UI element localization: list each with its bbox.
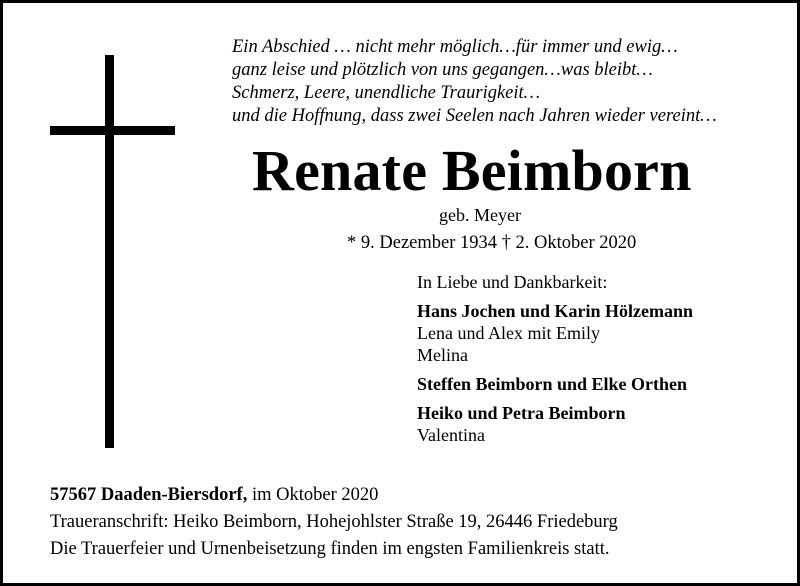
family-member: Lena und Alex mit Emily — [417, 323, 600, 343]
mourners-intro: In Liebe und Dankbarkeit: — [417, 272, 608, 292]
poem-line: ganz leise und plötzlich von uns gegangen…was bleibt… — [232, 60, 653, 80]
family-member: Melina — [417, 345, 468, 365]
footer — [50, 482, 618, 562]
family-head: Steffen Beimborn und Elke Orthen — [417, 374, 688, 394]
family-head: Hans Jochen und Karin Hölzemann — [417, 301, 694, 321]
mourning-address: Traueranschrift: Heiko Beimborn, Hohejohlster Straße 19, 26446 Friedeburg — [50, 512, 618, 532]
poem-line: und die Hoffnung, dass zwei Seelen nach Jahren wieder vereint… — [232, 106, 717, 126]
family-member: Valentina — [417, 425, 485, 445]
poem-line: Ein Abschied … nicht mehr möglich…für immer und ewig… — [232, 37, 678, 57]
cross-icon-vertical-bar — [105, 55, 114, 448]
family-head: Heiko und Petra Beimborn — [417, 403, 626, 423]
place: 57567 Daaden-Biersdorf, — [50, 485, 248, 505]
place-date-line — [50, 482, 618, 508]
life-dates: * 9. Dezember 1934 † 2. Oktober 2020 — [347, 233, 637, 253]
poem-line: Schmerz, Leere, unendliche Traurigkeit… — [232, 83, 541, 103]
ceremony-note: Die Trauerfeier und Urnenbeisetzung finden im engsten Familienkreis statt. — [50, 539, 610, 559]
cross-icon-horizontal-bar — [50, 126, 175, 135]
mourners-list — [417, 271, 693, 446]
date: im Oktober 2020 — [247, 485, 379, 505]
birth-name: geb. Meyer — [439, 205, 521, 225]
poem — [232, 36, 717, 128]
deceased-name: Renate Beimborn — [252, 138, 692, 203]
